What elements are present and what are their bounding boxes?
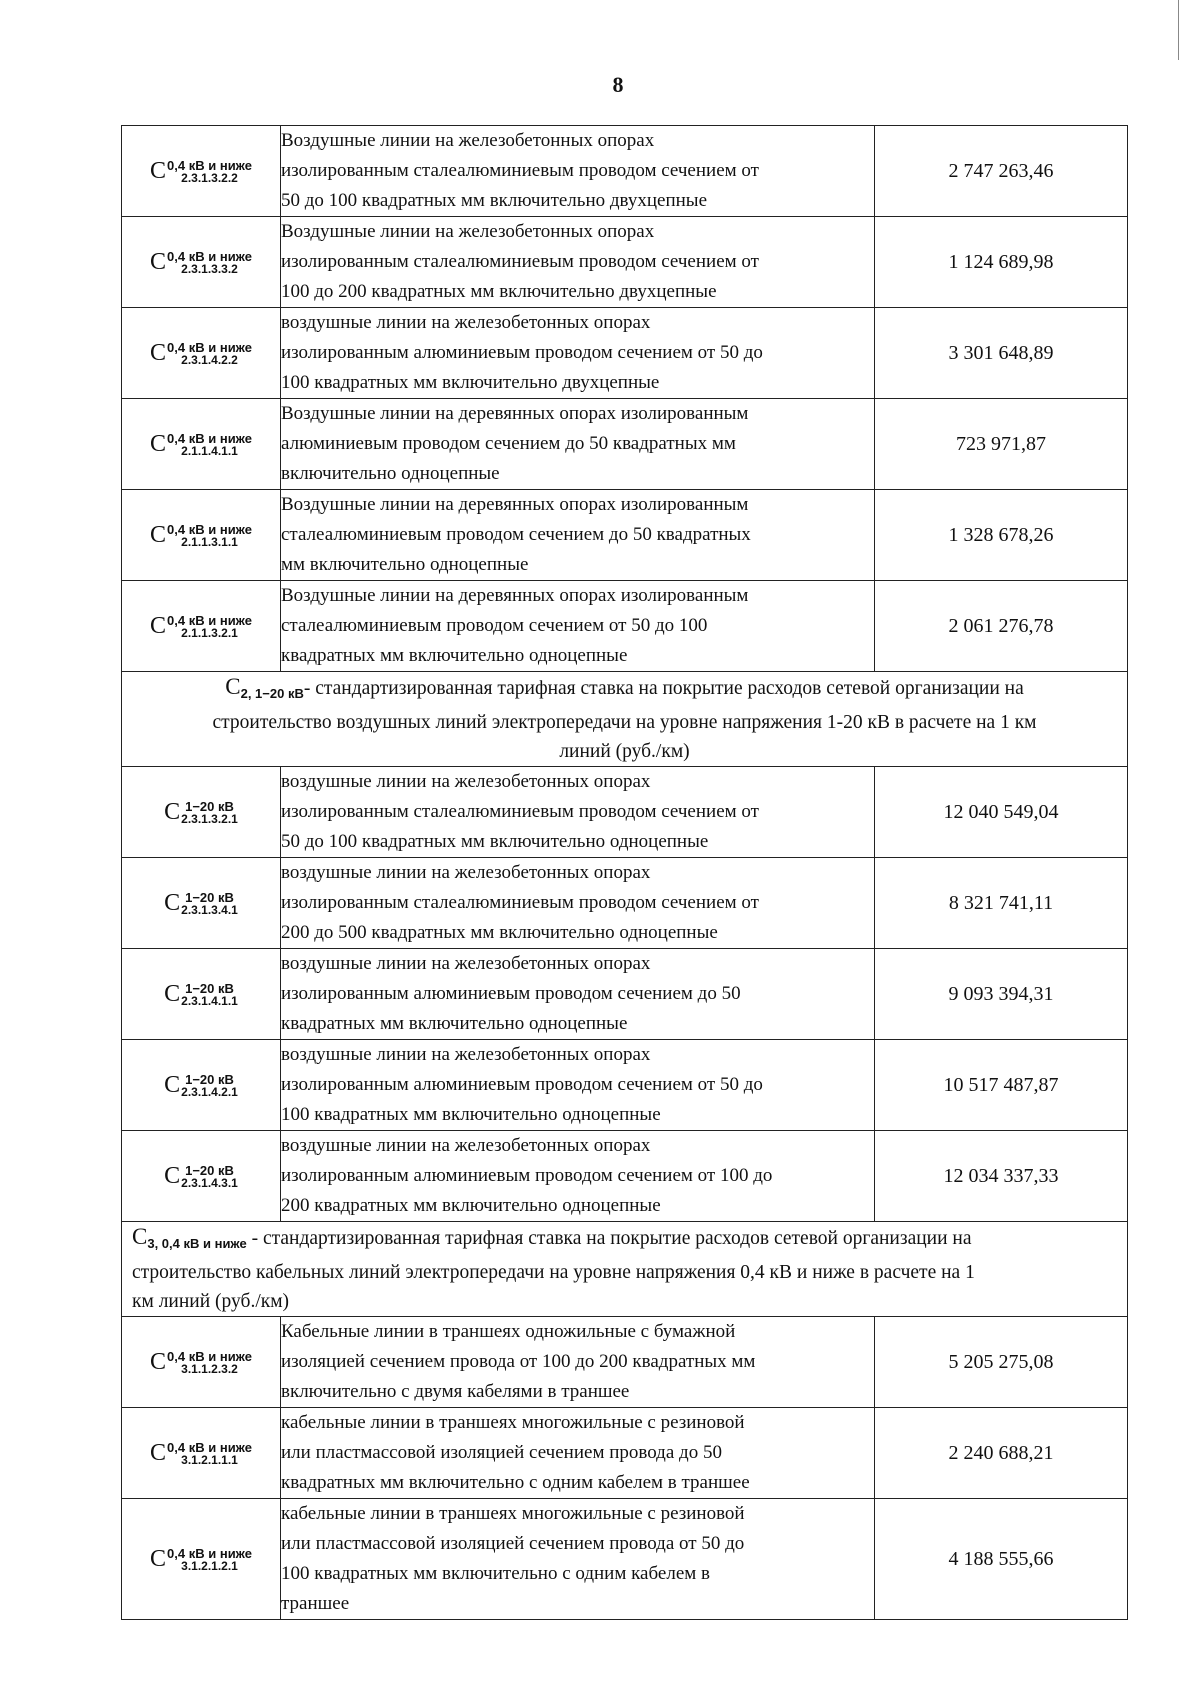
table-row (122, 126, 1128, 217)
description-line: включительно с двумя кабелями в траншее (281, 1381, 630, 1402)
rate-symbol (150, 1441, 252, 1466)
rate-symbol (150, 250, 252, 275)
rate-voltage-superscript: 0,4 кВ и ниже (167, 339, 252, 355)
rate-symbol (164, 1073, 238, 1098)
rate-symbol (150, 341, 252, 366)
rate-code-subscript: 2.1.1.4.1.1 (181, 443, 238, 458)
rate-code-cell (122, 1499, 281, 1620)
section-line: строительство кабельных линий электропередачи на уровне напряжения 0,4 кВ и ниже в расчете на 1 (132, 1262, 975, 1283)
rate-code-subscript: 2.1.1.3.1.1 (181, 534, 238, 549)
rate-symbol-base: C (164, 890, 181, 916)
description-cell (281, 581, 875, 672)
rate-value-cell: 2 240 688,21 (875, 1408, 1128, 1499)
description-line: воздушные линии на железобетонных опорах (281, 1044, 651, 1065)
rate-code-cell (122, 126, 281, 217)
description-line: воздушные линии на железобетонных опорах (281, 862, 651, 883)
description-line: 200 до 500 квадратных мм включительно одноцепные (281, 922, 718, 943)
rate-value-cell: 723 971,87 (875, 399, 1128, 490)
rate-value-cell: 3 301 648,89 (875, 308, 1128, 399)
description-cell (281, 1317, 875, 1408)
rate-value-cell: 1 124 689,98 (875, 217, 1128, 308)
rate-value-cell: 8 321 741,11 (875, 858, 1128, 949)
rate-symbol (150, 1547, 252, 1572)
section-header (122, 1222, 1128, 1317)
rate-code-cell (122, 1408, 281, 1499)
description-line: квадратных мм включительно одноцепные (281, 1013, 628, 1034)
rate-symbol (150, 523, 252, 548)
rate-voltage-superscript: 0,4 кВ и ниже (167, 1439, 252, 1455)
description-line: изолированным алюминиевым проводом сечением от 100 до (281, 1165, 773, 1186)
table-row (122, 858, 1128, 949)
rate-code-subscript: 2.3.1.4.3.1 (181, 1175, 238, 1190)
rate-code-cell (122, 217, 281, 308)
table-row (122, 949, 1128, 1040)
table-row (122, 1131, 1128, 1222)
section-line: км линий (руб./км) (132, 1291, 290, 1312)
rate-symbol (150, 432, 252, 457)
rate-symbol-base: C (164, 981, 181, 1007)
description-line: 50 до 100 квадратных мм включительно двухцепные (281, 190, 707, 211)
description-cell (281, 858, 875, 949)
rate-value-cell: 5 205 275,08 (875, 1317, 1128, 1408)
rate-value-cell: 2 061 276,78 (875, 581, 1128, 672)
rate-code-subscript: 2.3.1.4.1.1 (181, 993, 238, 1008)
section-line: - стандартизированная тарифная ставка на покрытие расходов сетевой организации на (303, 678, 1024, 699)
rate-symbol (164, 1164, 238, 1189)
page-number: 8 (612, 72, 624, 97)
section-line: строительство воздушных линий электропередачи на уровне напряжения 1-20 кВ в расчете на 1 км (212, 712, 1037, 733)
tariff-table (121, 125, 1128, 1620)
table-row (122, 399, 1128, 490)
rate-symbol (164, 800, 238, 825)
description-line: изолированным алюминиевым проводом сечением до 50 (281, 983, 741, 1004)
table-row (122, 767, 1128, 858)
description-cell (281, 1040, 875, 1131)
rate-voltage-superscript: 1−20 кВ (185, 798, 234, 814)
description-line: Воздушные линии на железобетонных опорах (281, 130, 655, 151)
description-line: 200 квадратных мм включительно одноцепные (281, 1195, 661, 1216)
rate-code-subscript: 2.3.1.3.3.2 (181, 261, 238, 276)
rate-symbol (150, 1350, 252, 1375)
table-row (122, 581, 1128, 672)
rate-code-cell (122, 767, 281, 858)
rate-code-cell (122, 399, 281, 490)
description-line: или пластмассовой изоляцией сечением провода до 50 (281, 1442, 722, 1463)
description-line: квадратных мм включительно одноцепные (281, 645, 628, 666)
description-line: сталеалюминиевым проводом сечением от 50 до 100 (281, 615, 708, 636)
description-line: мм включительно одноцепные (281, 554, 529, 575)
table-row (122, 308, 1128, 399)
description-line: траншее (281, 1593, 350, 1614)
rate-code-subscript: 2.1.1.3.2.1 (181, 625, 238, 640)
rate-value-cell: 12 040 549,04 (875, 767, 1128, 858)
rate-value-cell: 1 328 678,26 (875, 490, 1128, 581)
rate-code-subscript: 3.1.2.1.2.1 (181, 1558, 238, 1573)
description-line: изоляцией сечением провода от 100 до 200 квадратных мм (281, 1351, 756, 1372)
rate-symbol-base: C (150, 249, 167, 275)
rate-voltage-superscript: 1−20 кВ (185, 1071, 234, 1087)
rate-code-cell (122, 858, 281, 949)
rate-value-cell: 4 188 555,66 (875, 1499, 1128, 1620)
rate-symbol-base: C (150, 613, 167, 639)
description-cell (281, 399, 875, 490)
rate-symbol-base: C (150, 522, 167, 548)
description-cell (281, 217, 875, 308)
section-header-row (122, 672, 1128, 767)
rate-voltage-superscript: 0,4 кВ и ниже (167, 521, 252, 537)
rate-value-cell: 2 747 263,46 (875, 126, 1128, 217)
rate-symbol-base: C (150, 1349, 167, 1375)
description-line: изолированным алюминиевым проводом сечением от 50 до (281, 342, 763, 363)
table-row (122, 217, 1128, 308)
section-symbol: $C_{3, 0,4 кВ и ниже}$ (132, 1224, 247, 1251)
description-cell (281, 1499, 875, 1620)
rate-code-subscript: 2.3.1.4.2.2 (181, 352, 238, 367)
description-line: воздушные линии на железобетонных опорах (281, 771, 651, 792)
description-line: изолированным сталеалюминиевым проводом сечением от (281, 892, 759, 913)
rate-value-cell: 9 093 394,31 (875, 949, 1128, 1040)
description-line: кабельные линии в траншеях многожильные с резиновой (281, 1412, 745, 1433)
rate-symbol-base: C (150, 1440, 167, 1466)
section-line: линий (руб./км) (559, 741, 690, 762)
rate-code-subscript: 2.3.1.3.2.1 (181, 811, 238, 826)
rate-voltage-superscript: 0,4 кВ и ниже (167, 157, 252, 173)
rate-symbol (164, 891, 238, 916)
description-cell (281, 1131, 875, 1222)
rate-code-cell (122, 308, 281, 399)
rate-code-cell (122, 581, 281, 672)
rate-symbol-base: C (164, 1072, 181, 1098)
rate-voltage-superscript: 0,4 кВ и ниже (167, 430, 252, 446)
rate-symbol-base: C (150, 431, 167, 457)
description-line: 100 квадратных мм включительно с одним кабелем в (281, 1563, 711, 1584)
rate-value-cell: 10 517 487,87 (875, 1040, 1128, 1131)
rate-value-cell: 12 034 337,33 (875, 1131, 1128, 1222)
rate-symbol-base: C (164, 1163, 181, 1189)
rate-code-cell (122, 949, 281, 1040)
section-header (122, 672, 1128, 767)
section-symbol: $C_{2, 1-20 кВ}$ (225, 674, 304, 701)
description-line: кабельные линии в траншеях многожильные с резиновой (281, 1503, 745, 1524)
rate-code-cell (122, 1131, 281, 1222)
description-line: 50 до 100 квадратных мм включительно одноцепные (281, 831, 709, 852)
description-line: Кабельные линии в траншеях одножильные с бумажной (281, 1321, 736, 1342)
table-row (122, 1040, 1128, 1131)
rate-voltage-superscript: 1−20 кВ (185, 1162, 234, 1178)
rate-code-subscript: 3.1.1.2.3.2 (181, 1361, 238, 1376)
rate-code-cell (122, 1040, 281, 1131)
description-line: изолированным сталеалюминиевым проводом сечением от (281, 801, 759, 822)
table-row (122, 1499, 1128, 1620)
rate-symbol (150, 159, 252, 184)
rate-symbol-base: C (150, 158, 167, 184)
description-line: Воздушные линии на деревянных опорах изолированным (281, 585, 749, 606)
scan-edge-mark (1178, 0, 1179, 60)
rate-voltage-superscript: 1−20 кВ (185, 980, 234, 996)
description-line: Воздушные линии на деревянных опорах изолированным (281, 403, 749, 424)
description-line: сталеалюминиевым проводом сечением до 50 квадратных (281, 524, 751, 545)
rate-code-subscript: 2.3.1.4.2.1 (181, 1084, 238, 1099)
rate-symbol-base: C (150, 340, 167, 366)
description-line: 100 квадратных мм включительно одноцепные (281, 1104, 661, 1125)
description-line: воздушные линии на железобетонных опорах (281, 1135, 651, 1156)
rate-voltage-superscript: 0,4 кВ и ниже (167, 248, 252, 264)
rate-voltage-superscript: 1−20 кВ (185, 889, 234, 905)
description-line: изолированным алюминиевым проводом сечением от 50 до (281, 1074, 763, 1095)
rate-symbol-base: C (150, 1546, 167, 1572)
rate-code-cell (122, 1317, 281, 1408)
description-line: Воздушные линии на железобетонных опорах (281, 221, 655, 242)
section-header-row (122, 1222, 1128, 1317)
rate-symbol (150, 614, 252, 639)
description-cell (281, 1408, 875, 1499)
table-row (122, 490, 1128, 581)
rate-code-cell (122, 490, 281, 581)
description-line: изолированным сталеалюминиевым проводом сечением от (281, 251, 759, 272)
rate-code-subscript: 3.1.2.1.1.1 (181, 1452, 238, 1467)
description-line: квадратных мм включительно с одним кабелем в траншее (281, 1472, 750, 1493)
description-line: Воздушные линии на деревянных опорах изолированным (281, 494, 749, 515)
rate-code-subscript: 2.3.1.3.2.2 (181, 170, 238, 185)
description-cell (281, 767, 875, 858)
description-line: воздушные линии на железобетонных опорах (281, 312, 651, 333)
description-line: или пластмассовой изоляцией сечением провода от 50 до (281, 1533, 745, 1554)
rate-code-subscript: 2.3.1.3.4.1 (181, 902, 238, 917)
rate-symbol-base: C (164, 799, 181, 825)
section-symbol-subscript: 3, 0,4 кВ и ниже (147, 1236, 247, 1251)
section-line: - стандартизированная тарифная ставка на покрытие расходов сетевой организации на (246, 1228, 972, 1249)
rate-symbol (164, 982, 238, 1007)
table-row (122, 1317, 1128, 1408)
description-line: включительно одноцепные (281, 463, 500, 484)
description-line: 100 квадратных мм включительно двухцепные (281, 372, 660, 393)
description-cell (281, 490, 875, 581)
rate-voltage-superscript: 0,4 кВ и ниже (167, 1545, 252, 1561)
description-line: 100 до 200 квадратных мм включительно двухцепные (281, 281, 717, 302)
table-row (122, 1408, 1128, 1499)
description-line: воздушные линии на железобетонных опорах (281, 953, 651, 974)
description-cell (281, 949, 875, 1040)
description-line: изолированным сталеалюминиевым проводом сечением от (281, 160, 759, 181)
rate-voltage-superscript: 0,4 кВ и ниже (167, 612, 252, 628)
rate-voltage-superscript: 0,4 кВ и ниже (167, 1348, 252, 1364)
section-symbol-subscript: 2, 1−20 кВ (240, 686, 304, 701)
description-cell (281, 126, 875, 217)
description-line: алюминиевым проводом сечением до 50 квадратных мм (281, 433, 736, 454)
description-cell (281, 308, 875, 399)
